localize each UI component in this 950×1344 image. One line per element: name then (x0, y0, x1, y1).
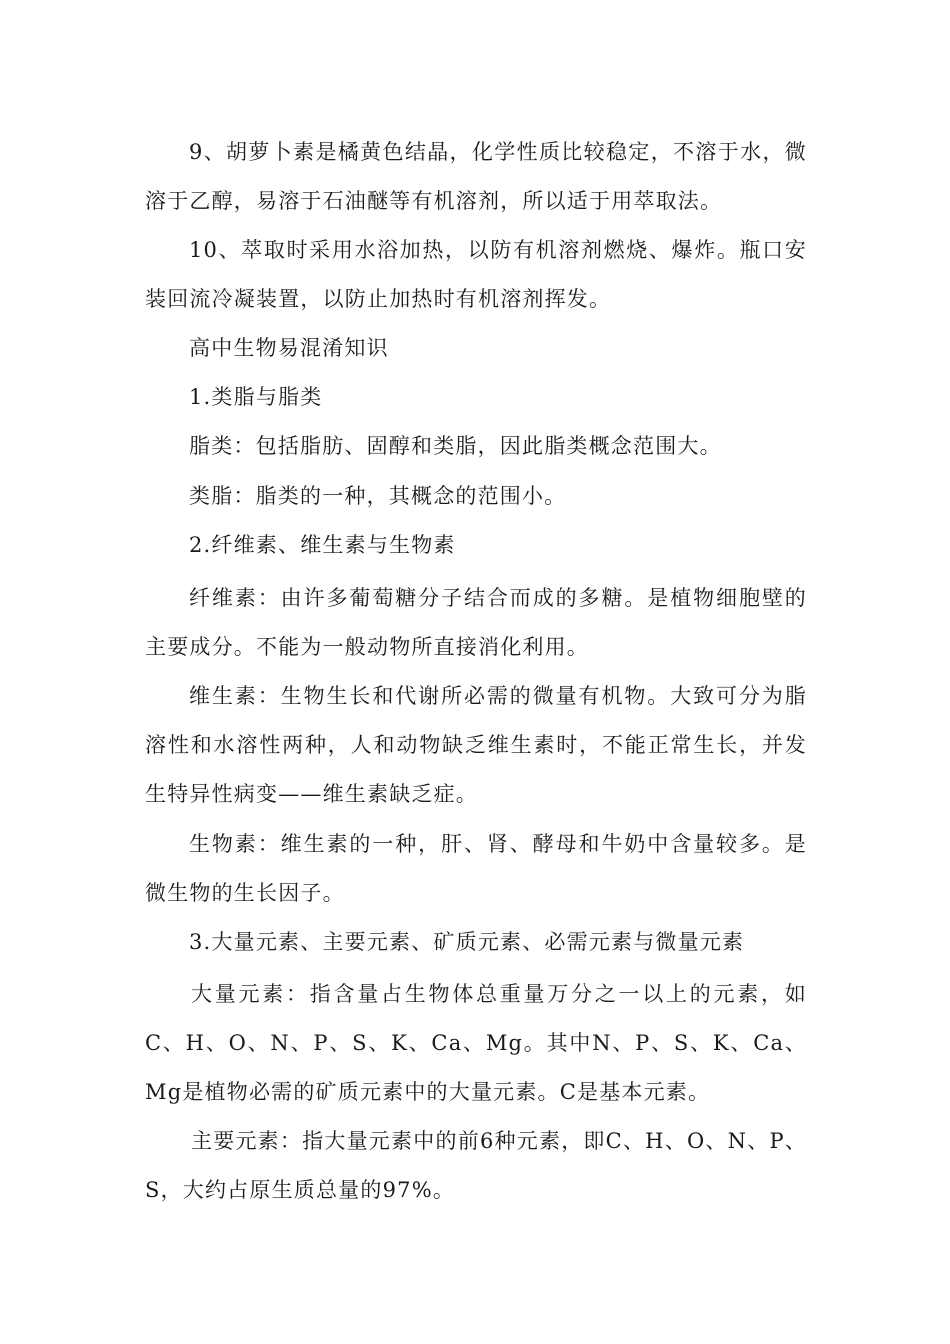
paragraph-macroelements: 大量元素：指含量占生物体总重量万分之一以上的元素，如C、H、O、N、P、S、K、Ca、Mg。其中N、P、S、K、Ca、Mg是植物必需的矿质元素中的大量元素。C是基本元素。 (145, 982, 807, 1104)
paragraph-cellulose: 纤维素：由许多葡萄糖分子结合而成的多糖。是植物细胞壁的主要成分。不能为一般动物所直接消化利用。 (145, 586, 807, 659)
item-heading-1: 1.类脂与脂类 (189, 385, 323, 409)
paragraph-main-elements: 主要元素：指大量元素中的前6种元素，即C、H、O、N、P、S，大约占原生质总量的97%。 (145, 1129, 807, 1202)
paragraph-extraction: 10、萃取时采用水浴加热，以防有机溶剂燃烧、爆炸。瓶口安装回流冷凝装置，以防止加热时有机溶剂挥发。 (145, 238, 807, 311)
paragraph-vitamin: 维生素：生物生长和代谢所必需的微量有机物。大致可分为脂溶性和水溶性两种，人和动物缺乏维生素时，不能正常生长，并发生特异性病变——维生素缺乏症。 (145, 684, 807, 806)
paragraph-carotene: 9、胡萝卜素是橘黄色结晶，化学性质比较稳定，不溶于水，微溶于乙醇，易溶于石油醚等有机溶剂，所以适于用萃取法。 (145, 140, 807, 213)
paragraph-lipids: 脂类：包括脂肪、固醇和类脂，因此脂类概念范围大。 (189, 434, 722, 458)
paragraph-biotin: 生物素：维生素的一种，肝、肾、酵母和牛奶中含量较多。是微生物的生长因子。 (145, 832, 807, 905)
paragraph-lipoids: 类脂：脂类的一种，其概念的范围小。 (189, 484, 567, 508)
section-heading: 高中生物易混淆知识 (189, 336, 389, 360)
item-heading-2: 2.纤维素、维生素与生物素 (189, 533, 456, 557)
item-heading-3: 3.大量元素、主要元素、矿质元素、必需元素与微量元素 (189, 930, 745, 954)
